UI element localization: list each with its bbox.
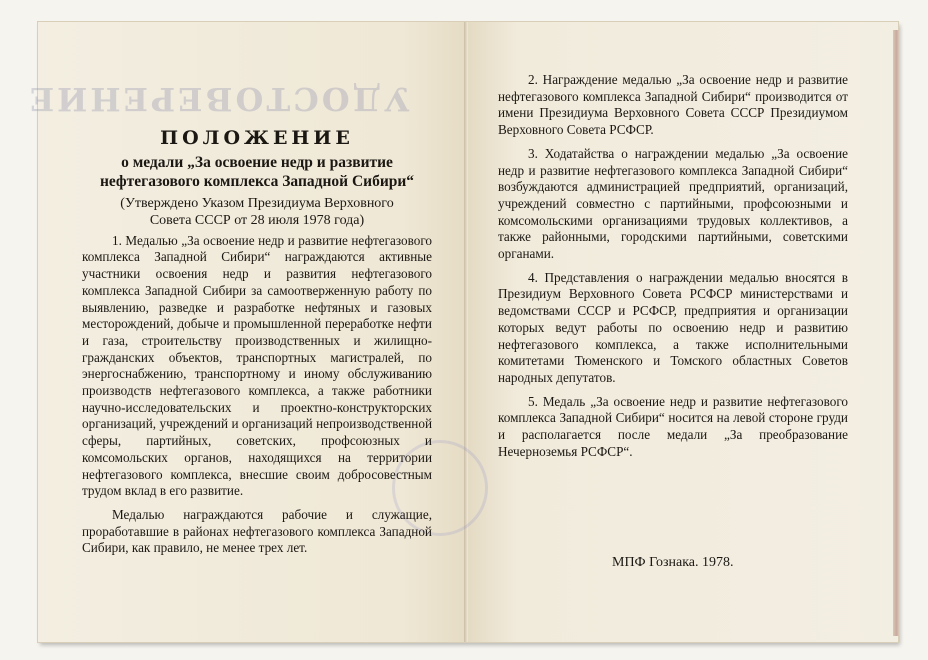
paragraph-1: 1. Медалью „За освоение недр и развитие нефтегазового комплекса Западной Сибири“ награждаются активные участники освоения недр и развития нефтегазового комплекса Западной Сибири за самоотверженную работу по выявлению, разведке и разработке нефтяных и газовых месторождений, добыче и промышленной переработке нефти и газа, строительству производственных и жилищно-гражданских объектов, транспортных магистралей, по энергоснабжению, транспортному и иному обслуживанию производств нефтегазового комплекса, а также работники научно-исследовательских и проектно-конструкторских организаций, учреждений и организаций непроизводственной сферы, партийных, советских, профсоюзных и комсомольских органов, находящихся на территории нефтегазового комплекса, внесшие своим добросовестным трудом вклад в его развитие. bbox=[82, 232, 432, 499]
paragraph-1-continued: Медалью награждаются рабочие и служащие, проработавшие в районах нефтегазового комплекса Западной Сибири, как правило, не менее трех лет. bbox=[82, 506, 432, 556]
paragraph-4: 4. Представления о награждении медалью вносятся в Президиум Верховного Совета РСФСР министерствами и ведомствами СССР и РСФСР, предприятия и организации которых ведут работы по освоению недр и развитию нефтегазового комплекса, а также исполнительными комитетами Тюменского и Томского областных Советов народных депутатов. bbox=[498, 269, 848, 385]
show-through-stamp-text: УДОСТОВЕРЕНИЕ bbox=[26, 80, 410, 118]
printer-imprint: МПФ Гознака. 1978. bbox=[612, 555, 734, 570]
approval-line-2: Совета СССР от 28 июля 1978 года) bbox=[149, 212, 365, 228]
subtitle-line-2: нефтегазового комплекса Западной Сибири“ bbox=[99, 172, 415, 190]
document-title: ПОЛОЖЕНИЕ bbox=[160, 127, 354, 149]
booklet-edge bbox=[893, 30, 900, 636]
left-page-text bbox=[82, 127, 432, 557]
paragraph-3: 3. Ходатайства о награждении медалью „За освоение недр и развитие нефтегазового комплекса Западной Сибири“ возбуждаются администрацией предприятий, организаций, учреждений совместно с партийными, профсоюзными и комсомольскими организациями трудовых коллективов, а также районными, городскими партийными, советскими органами. bbox=[498, 145, 848, 262]
approval-line-1: (Утверждено Указом Президиума Верховного bbox=[120, 195, 394, 211]
approval-note bbox=[82, 195, 432, 229]
right-page-text bbox=[498, 72, 848, 460]
subtitle-line-1: о медали „За освоение недр и развитие bbox=[121, 153, 393, 171]
page-fold bbox=[464, 22, 468, 642]
paragraph-5: 5. Медаль „За освоение недр и развитие нефтегазового комплекса Западной Сибири“ носится на левой стороне груди и располагается после медали „За преобразование Нечерноземья РСФСР“. bbox=[498, 393, 848, 459]
paragraph-2: 2. Награждение медалью „За освоение недр и развитие нефтегазового комплекса Западной Сибири“ производится от имени Президиума Верховного Совета СССР Президиумом Верховного Совета РСФСР. bbox=[498, 72, 848, 138]
